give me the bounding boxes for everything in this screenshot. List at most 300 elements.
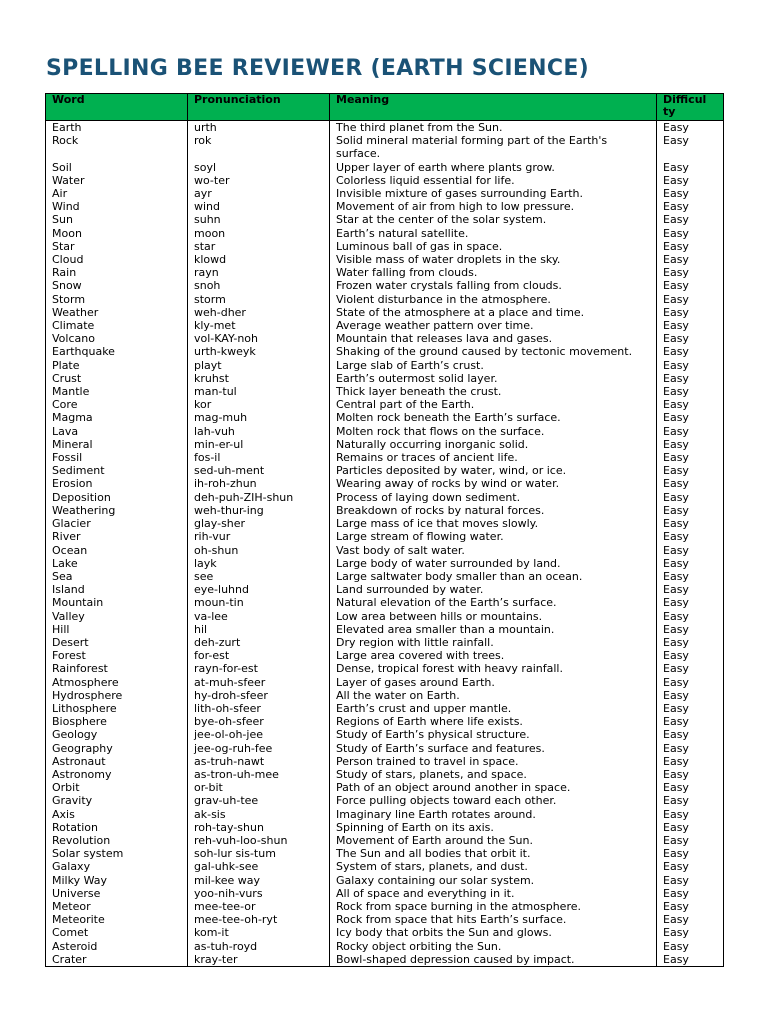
pronunciation-cell: yoo-nih-vurs [188,887,330,900]
difficulty-cell: Easy [657,200,724,213]
difficulty-cell: Easy [657,874,724,887]
difficulty-cell: Easy [657,847,724,860]
difficulty-cell: Easy [657,544,724,557]
difficulty-cell: Easy [657,517,724,530]
pronunciation-cell: as-tuh-royd [188,940,330,953]
meaning-cell: Galaxy containing our solar system. [330,874,657,887]
difficulty-cell: Easy [657,491,724,504]
meaning-cell: Study of Earth’s physical structure. [330,728,657,741]
difficulty-cell: Easy [657,464,724,477]
difficulty-cell: Easy [657,821,724,834]
meaning-cell: Naturally occurring inorganic solid. [330,438,657,451]
pronunciation-cell: lith-oh-sfeer [188,702,330,715]
pronunciation-cell: as-tron-uh-mee [188,768,330,781]
pronunciation-cell: soyl [188,161,330,174]
difficulty-cell: Easy [657,372,724,385]
table-row [46,689,724,702]
difficulty-cell: Easy [657,385,724,398]
table-row [46,438,724,451]
pronunciation-cell: hil [188,623,330,636]
pronunciation-cell: mee-tee-oh-ryt [188,913,330,926]
pronunciation-cell: jee-ol-oh-jee [188,728,330,741]
pronunciation-cell: grav-uh-tee [188,794,330,807]
word-cell: Desert [46,636,188,649]
table-row [46,662,724,675]
table-row [46,411,724,424]
table-row [46,213,724,226]
meaning-cell: Vast body of salt water. [330,544,657,557]
table-row [46,676,724,689]
difficulty-cell: Easy [657,768,724,781]
table-row [46,332,724,345]
table-row [46,847,724,860]
pronunciation-cell: jee-og-ruh-fee [188,742,330,755]
difficulty-cell: Easy [657,728,724,741]
pronunciation-cell: eye-luhnd [188,583,330,596]
word-cell: Orbit [46,781,188,794]
difficulty-cell: Easy [657,504,724,517]
word-cell: Plate [46,359,188,372]
pronunciation-cell: urth [188,121,330,135]
meaning-cell: Icy body that orbits the Sun and glows. [330,926,657,939]
table-row [46,781,724,794]
pronunciation-cell: kom-it [188,926,330,939]
word-cell: Lake [46,557,188,570]
table-row [46,451,724,464]
meaning-cell: Natural elevation of the Earth’s surface. [330,596,657,609]
difficulty-cell: Easy [657,438,724,451]
pronunciation-cell: rih-vur [188,530,330,543]
meaning-cell: Solid mineral material forming part of the Earth's surface. [330,134,657,160]
difficulty-cell: Easy [657,900,724,913]
table-row [46,636,724,649]
difficulty-cell: Easy [657,623,724,636]
table-row [46,385,724,398]
word-cell: Sun [46,213,188,226]
word-cell: Volcano [46,332,188,345]
meaning-cell: Bowl-shaped depression caused by impact. [330,953,657,967]
pronunciation-cell: rayn [188,266,330,279]
table-row [46,293,724,306]
pronunciation-cell: mil-kee way [188,874,330,887]
table-row [46,306,724,319]
difficulty-cell: Easy [657,715,724,728]
table-row [46,491,724,504]
word-cell: Water [46,174,188,187]
table-row [46,345,724,358]
meaning-cell: Spinning of Earth on its axis. [330,821,657,834]
word-cell: Geography [46,742,188,755]
pronunciation-cell: playt [188,359,330,372]
difficulty-cell: Easy [657,953,724,967]
table-header-row [46,94,724,121]
difficulty-cell: Easy [657,808,724,821]
table-row [46,121,724,135]
table-row [46,940,724,953]
pronunciation-cell: mag-muh [188,411,330,424]
difficulty-cell: Easy [657,398,724,411]
word-cell: River [46,530,188,543]
word-cell: Weathering [46,504,188,517]
word-cell: Atmosphere [46,676,188,689]
meaning-cell: Low area between hills or mountains. [330,610,657,623]
difficulty-cell: Easy [657,557,724,570]
difficulty-cell: Easy [657,940,724,953]
difficulty-cell: Easy [657,187,724,200]
pronunciation-cell: hy-droh-sfeer [188,689,330,702]
meaning-cell: Movement of Earth around the Sun. [330,834,657,847]
difficulty-cell: Easy [657,279,724,292]
word-cell: Meteorite [46,913,188,926]
pronunciation-cell: gal-uhk-see [188,860,330,873]
meaning-cell: Dense, tropical forest with heavy rainfall. [330,662,657,675]
table-row [46,253,724,266]
meaning-cell: The third planet from the Sun. [330,121,657,135]
difficulty-cell: Easy [657,649,724,662]
meaning-cell: Frozen water crystals falling from clouds. [330,279,657,292]
word-cell: Deposition [46,491,188,504]
meaning-cell: Violent disturbance in the atmosphere. [330,293,657,306]
meaning-cell: Central part of the Earth. [330,398,657,411]
meaning-cell: Rock from space burning in the atmosphere. [330,900,657,913]
meaning-cell: Rocky object orbiting the Sun. [330,940,657,953]
word-cell: Crust [46,372,188,385]
pronunciation-cell: kruhst [188,372,330,385]
difficulty-cell: Easy [657,860,724,873]
word-cell: Air [46,187,188,200]
difficulty-cell: Easy [657,266,724,279]
word-cell: Climate [46,319,188,332]
table-row [46,926,724,939]
meaning-cell: Large saltwater body smaller than an ocean. [330,570,657,583]
pronunciation-cell: for-est [188,649,330,662]
pronunciation-cell: kly-met [188,319,330,332]
difficulty-cell: Easy [657,530,724,543]
word-cell: Revolution [46,834,188,847]
table-row [46,319,724,332]
meaning-cell: Force pulling objects toward each other. [330,794,657,807]
header-word: Word [46,94,188,121]
table-row [46,610,724,623]
table-row [46,174,724,187]
pronunciation-cell: klowd [188,253,330,266]
word-cell: Rock [46,134,188,160]
pronunciation-cell: roh-tay-shun [188,821,330,834]
table-row [46,623,724,636]
pronunciation-cell: wind [188,200,330,213]
pronunciation-cell: suhn [188,213,330,226]
word-cell: Lithosphere [46,702,188,715]
word-cell: Cloud [46,253,188,266]
meaning-cell: Study of stars, planets, and space. [330,768,657,781]
difficulty-cell: Easy [657,781,724,794]
table-row [46,596,724,609]
pronunciation-cell: man-tul [188,385,330,398]
meaning-cell: Water falling from clouds. [330,266,657,279]
meaning-cell: Visible mass of water droplets in the sky. [330,253,657,266]
meaning-cell: System of stars, planets, and dust. [330,860,657,873]
table-row [46,359,724,372]
difficulty-cell: Easy [657,477,724,490]
pronunciation-cell: at-muh-sfeer [188,676,330,689]
table-row [46,834,724,847]
difficulty-cell: Easy [657,636,724,649]
table-row [46,755,724,768]
meaning-cell: Earth’s outermost solid layer. [330,372,657,385]
pronunciation-cell: kor [188,398,330,411]
word-cell: Star [46,240,188,253]
table-row [46,279,724,292]
word-cell: Forest [46,649,188,662]
meaning-cell: Path of an object around another in space. [330,781,657,794]
pronunciation-cell: ih-roh-zhun [188,477,330,490]
table-row [46,266,724,279]
table-row [46,372,724,385]
difficulty-cell: Easy [657,425,724,438]
difficulty-cell: Easy [657,293,724,306]
pronunciation-cell: fos-il [188,451,330,464]
word-cell: Island [46,583,188,596]
word-cell: Moon [46,227,188,240]
pronunciation-cell: min-er-ul [188,438,330,451]
table-row [46,874,724,887]
word-cell: Sediment [46,464,188,477]
word-cell: Solar system [46,847,188,860]
pronunciation-cell: ak-sis [188,808,330,821]
word-cell: Rainforest [46,662,188,675]
difficulty-cell: Easy [657,662,724,675]
meaning-cell: All the water on Earth. [330,689,657,702]
word-cell: Mountain [46,596,188,609]
table-row [46,477,724,490]
pronunciation-cell: weh-dher [188,306,330,319]
pronunciation-cell: soh-lur sis-tum [188,847,330,860]
header-pronunciation: Pronunciation [188,94,330,121]
table-row [46,134,724,160]
word-cell: Hill [46,623,188,636]
pronunciation-cell: as-truh-nawt [188,755,330,768]
table-row [46,570,724,583]
meaning-cell: Earth’s natural satellite. [330,227,657,240]
difficulty-cell: Easy [657,583,724,596]
pronunciation-cell: moon [188,227,330,240]
table-row [46,557,724,570]
table-row [46,953,724,967]
meaning-cell: Thick layer beneath the crust. [330,385,657,398]
meaning-cell: Molten rock beneath the Earth’s surface. [330,411,657,424]
word-cell: Glacier [46,517,188,530]
pronunciation-cell: mee-tee-or [188,900,330,913]
meaning-cell: Imaginary line Earth rotates around. [330,808,657,821]
meaning-cell: Large stream of flowing water. [330,530,657,543]
pronunciation-cell: or-bit [188,781,330,794]
table-row [46,821,724,834]
difficulty-cell: Easy [657,570,724,583]
pronunciation-cell: vol-KAY-noh [188,332,330,345]
pronunciation-cell: sed-uh-ment [188,464,330,477]
word-cell: Mantle [46,385,188,398]
table-row [46,860,724,873]
meaning-cell: Land surrounded by water. [330,583,657,596]
meaning-cell: Study of Earth’s surface and features. [330,742,657,755]
word-cell: Galaxy [46,860,188,873]
meaning-cell: Mountain that releases lava and gases. [330,332,657,345]
word-cell: Sea [46,570,188,583]
meaning-cell: Upper layer of earth where plants grow. [330,161,657,174]
difficulty-cell: Easy [657,253,724,266]
vocabulary-table [45,93,724,967]
pronunciation-cell: urth-kweyk [188,345,330,358]
difficulty-cell: Easy [657,742,724,755]
word-cell: Ocean [46,544,188,557]
word-cell: Universe [46,887,188,900]
word-cell: Rain [46,266,188,279]
word-cell: Magma [46,411,188,424]
table-row [46,808,724,821]
meaning-cell: Process of laying down sediment. [330,491,657,504]
table-row [46,544,724,557]
pronunciation-cell: bye-oh-sfeer [188,715,330,728]
meaning-cell: Large mass of ice that moves slowly. [330,517,657,530]
meaning-cell: The Sun and all bodies that orbit it. [330,847,657,860]
table-row [46,398,724,411]
meaning-cell: Large area covered with trees. [330,649,657,662]
pronunciation-cell: snoh [188,279,330,292]
pronunciation-cell: star [188,240,330,253]
difficulty-cell: Easy [657,411,724,424]
word-cell: Biosphere [46,715,188,728]
difficulty-cell: Easy [657,213,724,226]
table-row [46,227,724,240]
word-cell: Astronomy [46,768,188,781]
meaning-cell: Particles deposited by water, wind, or ice. [330,464,657,477]
page-title: SPELLING BEE REVIEWER (EARTH SCIENCE) [46,56,590,81]
meaning-cell: Molten rock that flows on the surface. [330,425,657,438]
pronunciation-cell: va-lee [188,610,330,623]
difficulty-cell: Easy [657,319,724,332]
word-cell: Valley [46,610,188,623]
table-row [46,702,724,715]
meaning-cell: Large slab of Earth’s crust. [330,359,657,372]
table-row [46,200,724,213]
difficulty-cell: Easy [657,926,724,939]
pronunciation-cell: see [188,570,330,583]
table-row [46,768,724,781]
word-cell: Crater [46,953,188,967]
meaning-cell: Person trained to travel in space. [330,755,657,768]
table-body [46,121,724,967]
pronunciation-cell: storm [188,293,330,306]
meaning-cell: State of the atmosphere at a place and time. [330,306,657,319]
word-cell: Erosion [46,477,188,490]
pronunciation-cell: deh-zurt [188,636,330,649]
pronunciation-cell: layk [188,557,330,570]
word-cell: Mineral [46,438,188,451]
word-cell: Fossil [46,451,188,464]
word-cell: Milky Way [46,874,188,887]
meaning-cell: Movement of air from high to low pressure. [330,200,657,213]
difficulty-cell: Easy [657,610,724,623]
table-row [46,649,724,662]
pronunciation-cell: moun-tin [188,596,330,609]
word-cell: Lava [46,425,188,438]
meaning-cell: Remains or traces of ancient life. [330,451,657,464]
word-cell: Storm [46,293,188,306]
table-row [46,187,724,200]
pronunciation-cell: weh-thur-ing [188,504,330,517]
difficulty-cell: Easy [657,359,724,372]
meaning-cell: Breakdown of rocks by natural forces. [330,504,657,517]
difficulty-cell: Easy [657,834,724,847]
table-row [46,715,724,728]
pronunciation-cell: rayn-for-est [188,662,330,675]
difficulty-cell: Easy [657,755,724,768]
table-row [46,583,724,596]
table-row [46,913,724,926]
meaning-cell: Average weather pattern over time. [330,319,657,332]
difficulty-cell: Easy [657,887,724,900]
difficulty-cell: Easy [657,121,724,135]
word-cell: Hydrosphere [46,689,188,702]
pronunciation-cell: glay-sher [188,517,330,530]
meaning-cell: Colorless liquid essential for life. [330,174,657,187]
header-difficulty: Difficul ty [657,94,724,121]
table-row [46,728,724,741]
table-row [46,464,724,477]
meaning-cell: Wearing away of rocks by wind or water. [330,477,657,490]
meaning-cell: All of space and everything in it. [330,887,657,900]
word-cell: Core [46,398,188,411]
pronunciation-cell: rok [188,134,330,160]
pronunciation-cell: oh-shun [188,544,330,557]
meaning-cell: Elevated area smaller than a mountain. [330,623,657,636]
word-cell: Astronaut [46,755,188,768]
table-row [46,504,724,517]
word-cell: Earth [46,121,188,135]
word-cell: Asteroid [46,940,188,953]
meaning-cell: Star at the center of the solar system. [330,213,657,226]
meaning-cell: Shaking of the ground caused by tectonic movement. [330,345,657,358]
table-row [46,887,724,900]
difficulty-cell: Easy [657,174,724,187]
meaning-cell: Large body of water surrounded by land. [330,557,657,570]
difficulty-cell: Easy [657,161,724,174]
word-cell: Snow [46,279,188,292]
difficulty-cell: Easy [657,913,724,926]
difficulty-cell: Easy [657,345,724,358]
word-cell: Comet [46,926,188,939]
table-row [46,425,724,438]
meaning-cell: Dry region with little rainfall. [330,636,657,649]
word-cell: Geology [46,728,188,741]
difficulty-cell: Easy [657,134,724,160]
pronunciation-cell: wo-ter [188,174,330,187]
table-row [46,530,724,543]
word-cell: Rotation [46,821,188,834]
difficulty-cell: Easy [657,240,724,253]
word-cell: Earthquake [46,345,188,358]
table-row [46,240,724,253]
table-row [46,900,724,913]
difficulty-cell: Easy [657,676,724,689]
difficulty-cell: Easy [657,227,724,240]
meaning-cell: Rock from space that hits Earth’s surface. [330,913,657,926]
word-cell: Weather [46,306,188,319]
pronunciation-cell: kray-ter [188,953,330,967]
table-row [46,742,724,755]
meaning-cell: Earth’s crust and upper mantle. [330,702,657,715]
difficulty-cell: Easy [657,702,724,715]
